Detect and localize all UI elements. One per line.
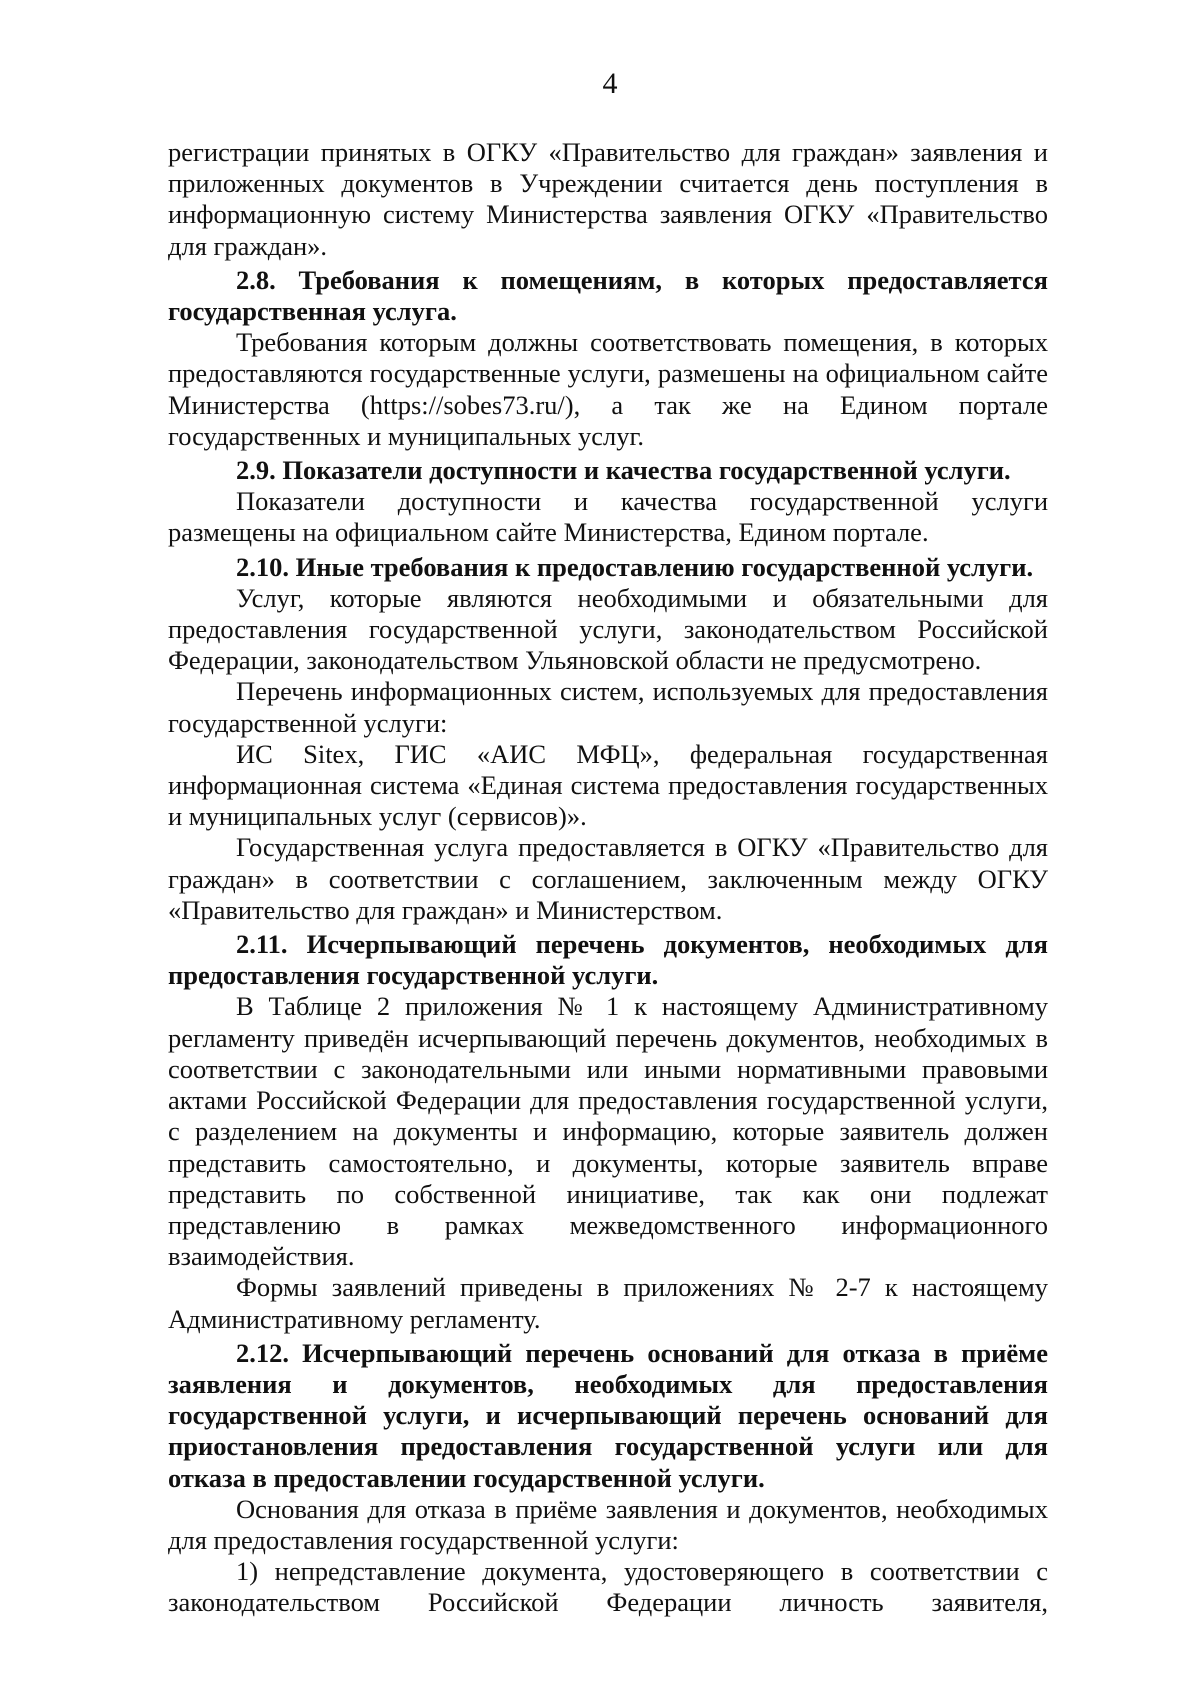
heading-2-12-refusal-grounds: 2.12. Исчерпывающий перечень оснований для отказа в приёме заявления и документов, необходимых для предоставления государственной услуги, и исчерпывающий перечень оснований для приостановления предоставления государственной услуги или для отказа в предоставлении государственной услуги.: [168, 1337, 1048, 1493]
heading-2-8-premises-requirements: 2.8. Требования к помещениям, в которых предоставляется государственная услуга.: [168, 264, 1048, 327]
heading-2-10-other-requirements: 2.10. Иные требования к предоставлению государственной услуги.: [236, 551, 1034, 582]
paragraph-refusal-grounds-intro: Основания для отказа в приёме заявления и документов, необходимых для предоставления государственной услуги:: [168, 1493, 1048, 1555]
list-item-refusal-ground-1: 1) непредставление документа, удостоверяющего в соответствии с законодательством Российской Федерации личность заявителя,: [168, 1556, 1048, 1618]
heading-2-9-accessibility-indicators: 2.9. Показатели доступности и качества государственной услуги.: [236, 455, 1011, 486]
paragraph-information-systems-list: ИС Sitex, ГИС «АИС МФЦ», федеральная государственная информационная система «Единая система предоставления государственных и муниципальных услуг (сервисов)».: [168, 738, 1048, 832]
heading-2-11-documents-list: 2.11. Исчерпывающий перечень документов, необходимых для предоставления государственной услуги.: [168, 929, 1048, 991]
paragraph-application-forms: Формы заявлений приведены в приложениях № 2-7 к настоящему Административному регламенту.: [168, 1272, 1048, 1334]
page-number: 4: [602, 67, 618, 100]
paragraph-information-systems-intro: Перечень информационных систем, используемых для предоставления государственной услуги:: [168, 676, 1048, 738]
paragraph-registration-continuation: регистрации принятых в ОГКУ «Правительство для граждан» заявления и приложенных документов в Учреждении считается день поступления в информационную систему Министерства заявления ОГКУ «Правительство для граждан».: [168, 137, 1048, 261]
paragraph-accessibility-indicators: Показатели доступности и качества государственной услуги размещены на официальном сайте Министерства, Едином портале.: [168, 486, 1048, 548]
paragraph-premises-requirements: Требования которым должны соответствовать помещения, в которых предоставляются государственные услуги, размешены на официальном сайте Министерства (https://sobes73.ru/), а так же на Едином портале государственных и муниципальных услуг.: [168, 327, 1048, 451]
paragraph-required-services: Услуг, которые являются необходимыми и обязательными для предоставления государственной услуги, законодательством Российской Федерации, законодательством Ульяновской области не предусмотрено.: [168, 582, 1048, 676]
paragraph-agreement: Государственная услуга предоставляется в ОГКУ «Правительство для граждан» в соответствии с соглашением, заключенным между ОГКУ «Правительство для граждан» и Министерством.: [168, 832, 1048, 925]
paragraph-table-2-documents: В Таблице 2 приложения № 1 к настоящему Административному регламенту приведён исчерпывающий перечень документов, необходимых в соответствии с законодательными или иными нормативными правовыми актами Российской Федерации для предоставления государственной услуги, с разделением на документы и информацию, которые заявитель должен представить самостоятельно, и документы, которые заявитель вправе представить по собственной инициативе, так как они подлежат представлению в рамках межведомственного информационного взаимодействия.: [168, 991, 1048, 1272]
document-body: [168, 137, 1048, 1619]
